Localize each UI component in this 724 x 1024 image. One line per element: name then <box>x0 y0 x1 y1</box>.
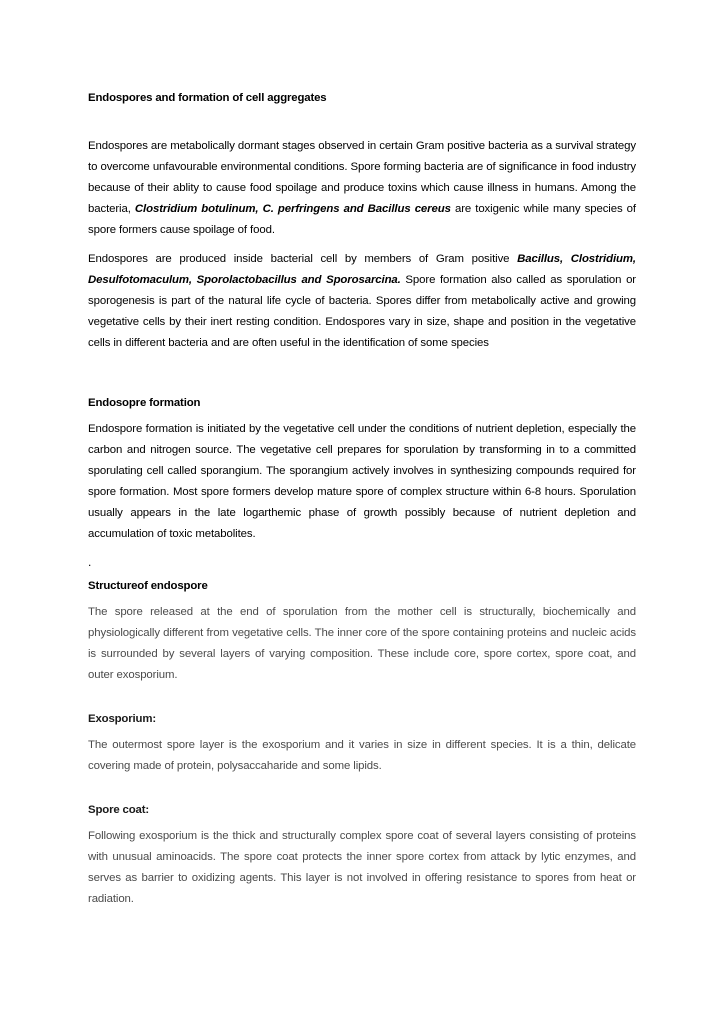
paragraph-formation: Endospore formation is initiated by the vegetative cell under the conditions of nutrient depletion, especially the carbon and nitrogen source. The vegetative cell prepares for sporulation by transforming in to a committed sporulating cell called sporangium. The sporangium actively involves in synthesizing compounds required for spore formation. Most spore formers develop mature spore of complex structure within 6-8 hours. Sporulation usually appears in the late logarthemic phase of growth possibly because of nutrient depletion and accumulation of toxic metabolites. <box>88 423 636 540</box>
text-run: are toxigenic while many species of spore formers cause spoilage of food. <box>88 203 636 236</box>
stray-dot: . <box>88 555 92 569</box>
text-run: Spore formation also called as sporulation or sporogenesis is part of the natural life cycle of bacteria. Spores differ from metabolically active and growing vegetative cells by their inert resting condition. Endospores vary in size, shape and position in the vegetative cells in different bacteria and are often useful in the identification of some species <box>88 274 636 349</box>
section-heading-spore-coat: Spore coat: <box>88 804 150 816</box>
section-heading-formation: Endosopre formation <box>88 397 201 409</box>
section-heading-structure: Structureof endospore <box>88 580 208 592</box>
paragraph-endospores-producers <box>88 249 636 354</box>
section-heading-exosporium: Exosporium: <box>88 713 156 725</box>
genus-names: Bacillus, Clostridium, Desulfotomaculum, Sporolactobacillus and Sporosarcina. <box>88 253 636 286</box>
species-names: Clostridium botulinum, C. perfringens and Bacillus cereus <box>134 203 451 215</box>
gray-sections <box>88 579 636 910</box>
document-content <box>88 91 636 910</box>
section-heading-endospores: Endospores and formation of cell aggregates <box>88 92 327 104</box>
paragraph-spore-coat: Following exosporium is the thick and structurally complex spore coat of several layers consisting of proteins with unusual aminoacids. The spore coat protects the inner spore cortex from attack by lytic enzymes, and serves as barrier to oxidizing agents. This layer is not involved in offering resistance to spores from heat or radiation. <box>88 830 636 905</box>
paragraph-endospores-intro <box>88 136 636 241</box>
text-run: Endospores are produced inside bacterial cell by members of Gram positive <box>88 253 518 265</box>
paragraph-structure: The spore released at the end of sporulation from the mother cell is structurally, biochemically and physiologically different from vegetative cells. The inner core of the spore containing proteins and nucleic acids is surrounded by several layers of varying composition. These include core, spore cortex, spore coat, and outer exosporium. <box>88 606 636 681</box>
text-run: Endospores are metabolically dormant stages observed in certain Gram positive bacteria as a survival strategy to overcome unfavourable environmental conditions. Spore forming bacteria are of significance in food industry because of their ablity to cause food spoilage and produce toxins which cause illness in humans. Among the bacteria, <box>88 140 636 215</box>
paragraph-exosporium: The outermost spore layer is the exosporium and it varies in size in different species. It is a thin, delicate covering made of protein, polysaccaharide and some lipids. <box>88 739 636 772</box>
